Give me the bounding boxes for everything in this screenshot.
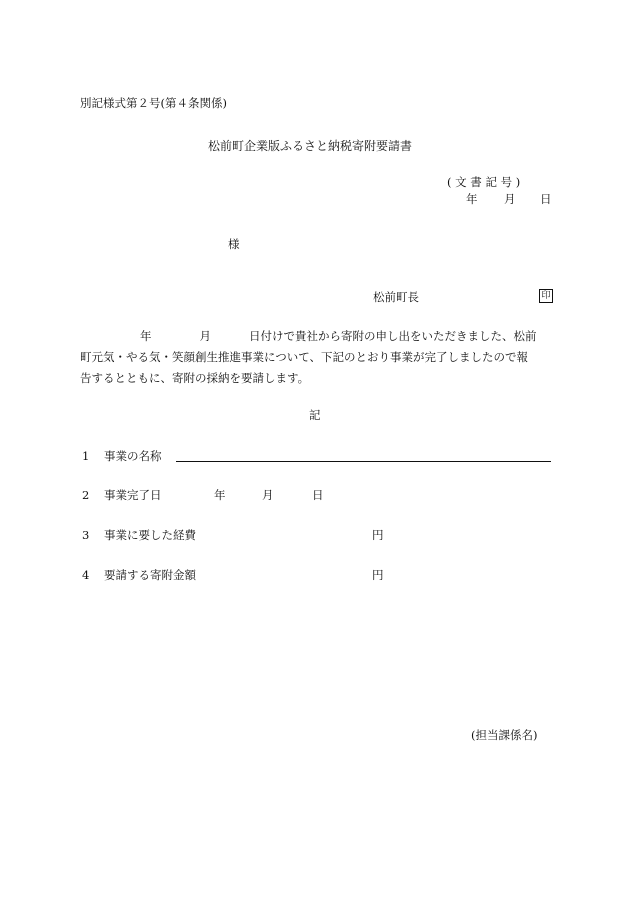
- completion-day: 日: [312, 488, 324, 502]
- ki-heading: 記: [309, 408, 321, 422]
- body-line-1-rest: 日付けで貴社から寄附の申し出をいただきました、松前: [249, 329, 537, 343]
- form-label: 別記様式第２号(第４条関係): [80, 96, 227, 110]
- body-month: 月: [199, 329, 211, 343]
- cost-unit: 円: [372, 528, 384, 542]
- issue-date-day: 日: [540, 192, 552, 206]
- addressee-suffix: 様: [228, 237, 240, 251]
- item-label: 事業に要した経費: [104, 528, 196, 542]
- issue-date-month: 月: [504, 192, 516, 206]
- department-footer: (担当課係名): [471, 728, 538, 742]
- completion-year: 年: [214, 488, 226, 502]
- item-label: 事業の名称: [104, 449, 162, 463]
- seal-mark: 印: [539, 289, 553, 303]
- document-title: 松前町企業版ふるさと納税寄附要請書: [208, 139, 413, 153]
- body-line-1: [80, 326, 552, 347]
- item-number: 3: [82, 528, 90, 542]
- donation-unit: 円: [372, 568, 384, 582]
- item-number: 1: [82, 449, 90, 463]
- issuer-name: 松前町長: [373, 290, 419, 304]
- project-name-underline: [176, 461, 551, 462]
- body-line-3: 告するとともに、寄附の採納を要請します。: [80, 371, 310, 385]
- item-number: 4: [82, 568, 90, 582]
- item-label: 事業完了日: [104, 488, 162, 502]
- item-number: 2: [82, 488, 90, 502]
- item-label: 要請する寄附金額: [104, 568, 196, 582]
- completion-month: 月: [262, 488, 274, 502]
- document-number: ( 文 書 記 号 ): [447, 175, 521, 189]
- body-year: 年: [140, 329, 152, 343]
- body-line-2: 町元気・やる気・笑顔創生推進事業について、下記のとおり事業が完了しましたので報: [80, 350, 529, 364]
- issue-date-year: 年: [466, 192, 478, 206]
- body-text: [80, 326, 552, 389]
